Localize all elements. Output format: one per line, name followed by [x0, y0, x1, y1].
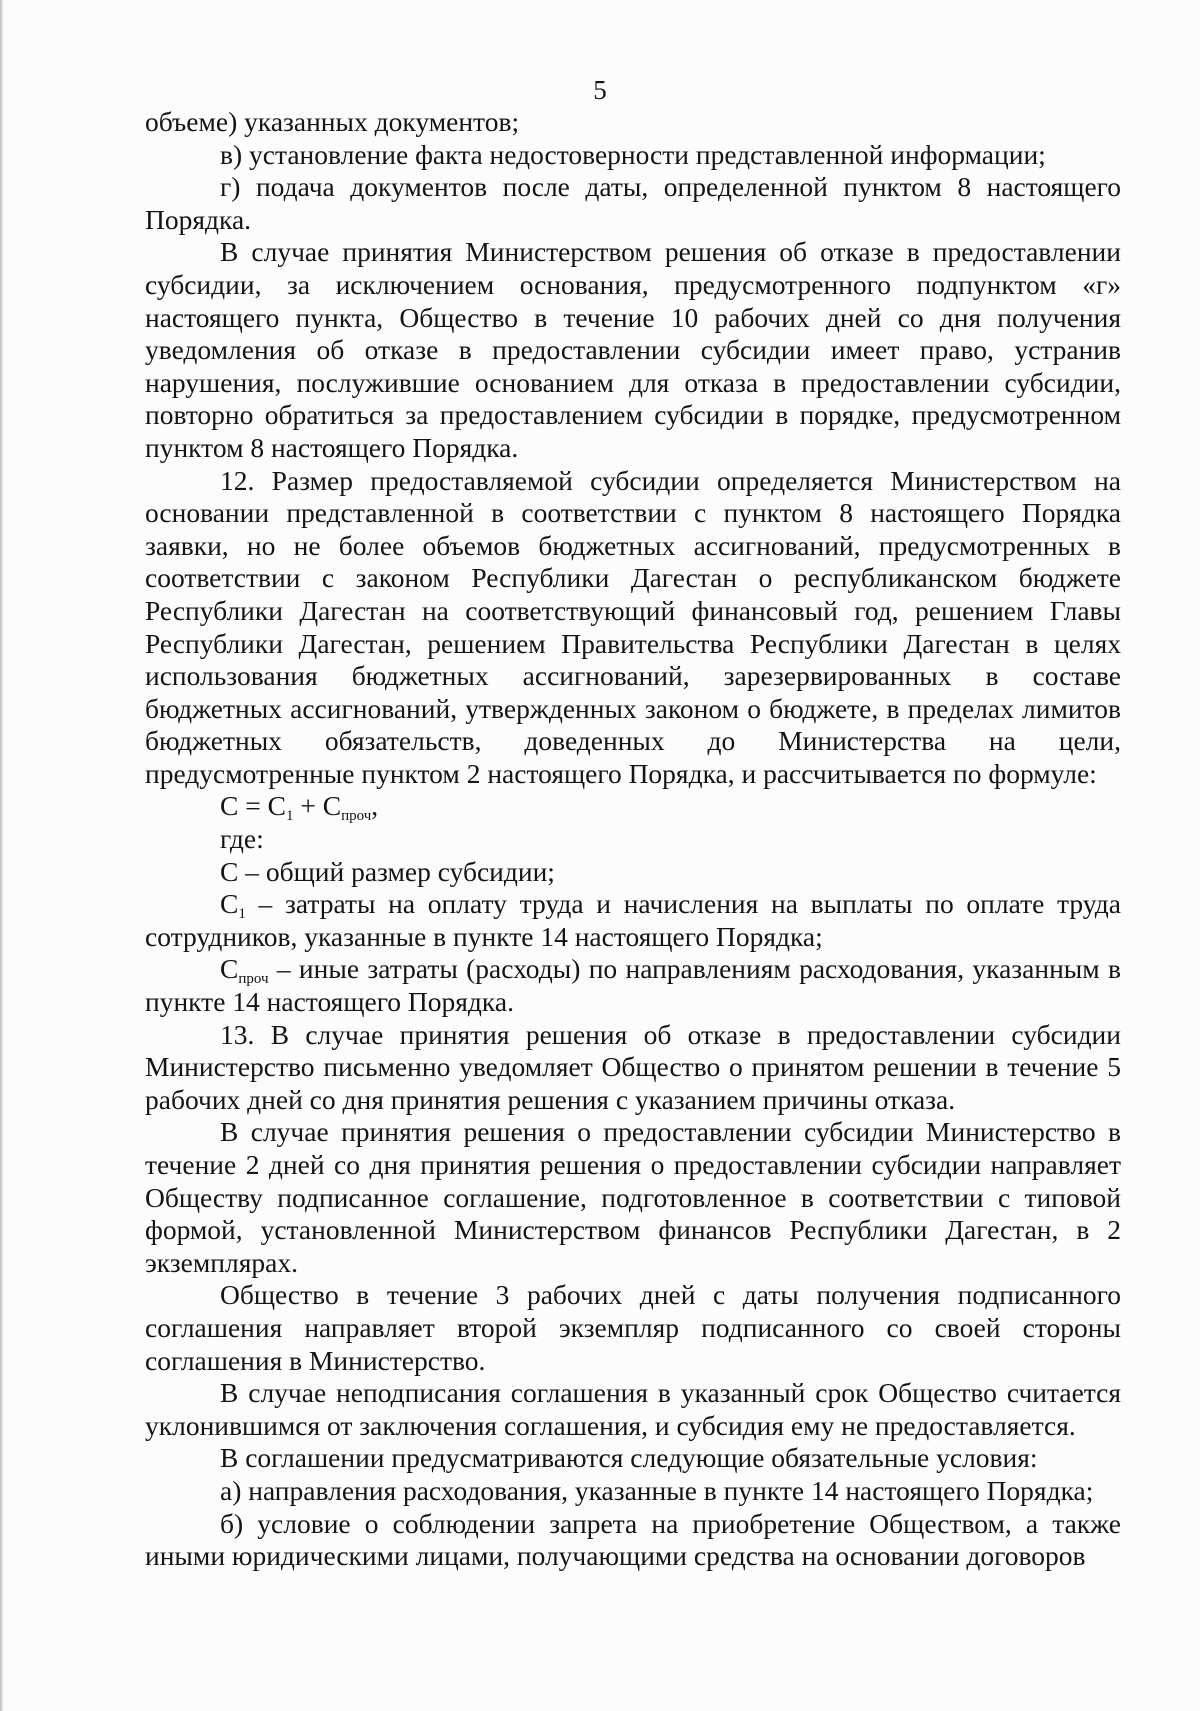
- paragraph: в) установление факта недостоверности представленной информации;: [220, 138, 1046, 170]
- paragraph: В случае принятия решения о предоставлении субсидии Министерство в течение 2 дней со дня принятия решения о предоставлении субсидии направляет Обществу подписанное соглашение, подготовленное в соответствии с типовой формой, установленной Министерством финансов Республики Дагестан, в 2 экземплярах.: [145, 1116, 1121, 1278]
- scan-edge: [0, 0, 3, 1711]
- formula-lhs: С = С: [220, 790, 286, 822]
- formula-plus: + С: [293, 790, 342, 822]
- page-number: 5: [593, 75, 607, 105]
- paragraph: В случае неподписания соглашения в указанный срок Общество считается уклонившимся от заключения соглашения, и субсидия ему не предоставляется.: [145, 1377, 1121, 1441]
- paragraph: В случае принятия Министерством решения об отказе в предоставлении субсидии, за исключением основания, предусмотренного подпунктом «г» настоящего пункта, Общество в течение 10 рабочих дней со дня получения уведомления об отказе в предоставлении субсидии имеет право, устранив нарушения, послужившие основанием для отказа в предоставлении субсидии, повторно обратиться за предоставлением субсидии в порядке, предусмотренном пунктом 8 настоящего Порядка.: [145, 236, 1121, 463]
- where-label: где:: [220, 823, 264, 855]
- paragraph: 13. В случае принятия решения об отказе в предоставлении субсидии Министерство письменно уведомляет Общество о принятом решении в течение 5 рабочих дней со дня принятия решения с указанием причины отказа.: [145, 1018, 1121, 1115]
- formula: [145, 790, 1121, 823]
- paragraph: В соглашении предусматриваются следующие обязательные условия:: [220, 1442, 1038, 1474]
- formula-sub-1: 1: [285, 808, 294, 825]
- cproch-text: – иные затраты (расходы) по направлениям расходования, указанным в пункте 14 настоящего Порядка.: [145, 953, 1121, 1018]
- paragraph: а) направления расходования, указанные в пункте 14 настоящего Порядка;: [220, 1474, 1094, 1506]
- cproch-symbol: С: [220, 953, 239, 985]
- definition-c1: [145, 888, 1121, 953]
- c1-symbol: С: [220, 888, 239, 920]
- paragraph: г) подача документов после даты, определенной пунктом 8 настоящего Порядка.: [145, 171, 1121, 235]
- formula-sub-proch: проч: [341, 808, 372, 825]
- formula-tail: ,: [371, 790, 379, 822]
- cproch-subscript: проч: [238, 971, 269, 988]
- paragraph: объеме) указанных документов;: [145, 106, 520, 137]
- c1-subscript: 1: [238, 906, 246, 923]
- paragraph: б) условие о соблюдении запрета на приобретение Обществом, а также иными юридическими лицами, получающими средства на основании договоров: [145, 1507, 1121, 1572]
- document-body: [145, 106, 1121, 1573]
- c1-text: – затраты на оплату труда и начисления на выплаты по оплате труда сотрудников, указанные в пункте 14 настоящего Порядка;: [145, 888, 1121, 952]
- paragraph: 12. Размер предоставляемой субсидии определяется Министерством на основании представленной в соответствии с пунктом 8 настоящего Порядка заявки, но не более объемов бюджетных ассигнований, предусмотренных в соответствии с законом Республики Дагестан о республиканском бюджете Республики Дагестан на соответствующий финансовый год, решением Главы Республики Дагестан, решением Правительства Республики Дагестан в целях использования бюджетных ассигнований, зарезервированных в составе бюджетных ассигнований, утвержденных законом о бюджете, в пределах лимитов бюджетных обязательств, доведенных до Министерства на цели, предусмотренные пунктом 2 настоящего Порядка, и рассчитывается по формуле:: [145, 464, 1121, 789]
- paragraph: Общество в течение 3 рабочих дней с даты получения подписанного соглашения направляет второй экземпляр подписанного со своей стороны соглашения в Министерство.: [145, 1279, 1121, 1376]
- definition-c: С – общий размер субсидии;: [220, 855, 555, 887]
- definition-cproch: [145, 953, 1121, 1018]
